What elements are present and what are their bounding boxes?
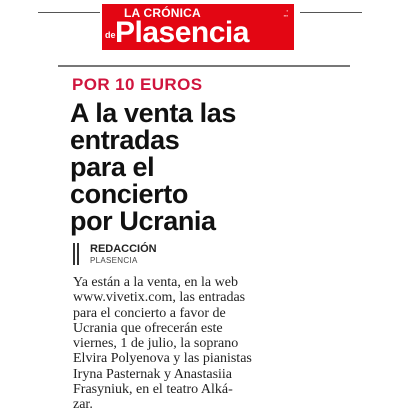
article-headline <box>70 100 360 235</box>
headline-line: A la venta las <box>70 98 236 128</box>
headline-line: concierto <box>70 179 188 209</box>
headline-line: para el <box>70 152 155 182</box>
top-divider-right <box>300 12 362 13</box>
newspaper-masthead <box>102 4 294 50</box>
byline-author: REDACCIÓN <box>90 243 157 255</box>
article-body <box>73 275 363 413</box>
byline-place: PLASENCIA <box>90 256 138 265</box>
body-line: Frasyniuk, en el teatro Alká- <box>73 382 233 398</box>
masthead-de: de <box>105 30 116 40</box>
body-line: para el concierto a favor de <box>73 305 226 321</box>
body-line: viernes, 1 de julio, la soprano <box>73 336 239 352</box>
article-kicker: POR 10 EUROS <box>72 75 203 94</box>
body-line: Iryna Pasternak y Anastasiia <box>73 366 233 382</box>
body-line: Elvira Polyenova y las pianistas <box>73 351 252 367</box>
masthead-title: Plasencia <box>115 16 249 49</box>
body-line: www.vivetix.com, las entradas <box>73 290 246 306</box>
byline-bars-icon <box>73 243 81 265</box>
masthead-pretitle: LA CRÓNICA <box>124 6 201 20</box>
body-line: Ya están a la venta, en la web <box>73 275 238 290</box>
top-divider-left <box>38 12 100 13</box>
headline-line: entradas <box>70 125 180 155</box>
masthead-meta-icon: ▪ ▪▪▪ <box>283 8 288 18</box>
headline-line: por Ucrania <box>70 206 216 236</box>
body-line: Ucrania que ofrecerán este <box>73 320 223 336</box>
body-line: zar. <box>73 397 93 413</box>
section-rule <box>58 65 350 67</box>
